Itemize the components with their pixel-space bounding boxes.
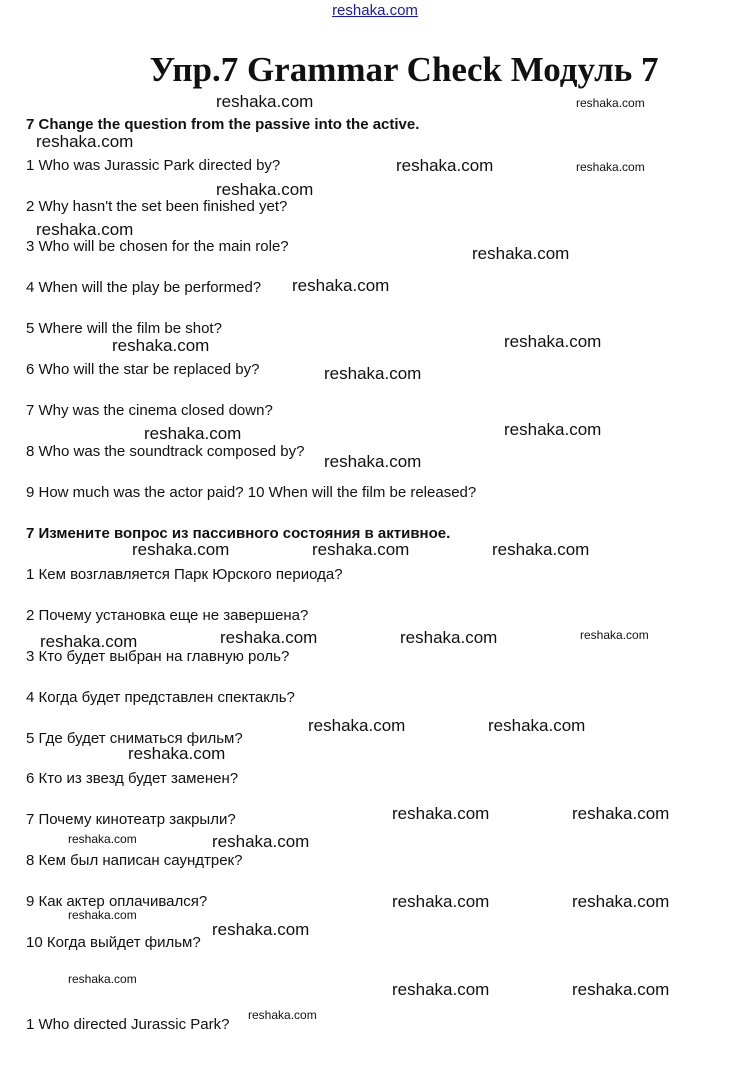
watermark: reshaka.com	[68, 972, 137, 986]
watermark: reshaka.com	[572, 892, 670, 911]
russian-question-5: 5 Где будет сниматься фильм?	[26, 730, 243, 747]
watermark: reshaka.com	[576, 96, 645, 110]
watermark: reshaka.com	[144, 424, 242, 443]
russian-question-4: 4 Когда будет представлен спектакль?	[26, 689, 295, 706]
watermark: reshaka.com	[36, 220, 134, 239]
watermark: reshaka.com	[396, 156, 494, 175]
watermark: reshaka.com	[312, 540, 410, 559]
watermark: reshaka.com	[112, 336, 210, 355]
watermark: reshaka.com	[392, 892, 490, 911]
russian-question-7: 7 Почему кинотеатр закрыли?	[26, 811, 236, 828]
english-question-8: 8 Who was the soundtrack composed by?	[26, 443, 305, 460]
page-title: Упр.7 Grammar Check Модуль 7	[149, 50, 659, 89]
watermark: reshaka.com	[40, 632, 138, 651]
watermark: reshaka.com	[132, 540, 230, 559]
watermark: reshaka.com	[400, 628, 498, 647]
answer-line: 1 Who directed Jurassic Park?	[26, 1016, 230, 1033]
watermark: reshaka.com	[392, 980, 490, 999]
watermark: reshaka.com	[324, 452, 422, 471]
watermark: reshaka.com	[216, 180, 314, 199]
english-question-6: 6 Who will the star be replaced by?	[26, 361, 260, 378]
watermark: reshaka.com	[68, 832, 137, 846]
english-question-7: 7 Why was the cinema closed down?	[26, 402, 273, 419]
russian-question-8: 8 Кем был написан саундтрек?	[26, 852, 243, 869]
russian-question-10: 10 Когда выйдет фильм?	[26, 934, 201, 951]
russian-question-9: 9 Как актер оплачивался?	[26, 893, 208, 910]
watermark: reshaka.com	[128, 744, 226, 763]
english-question-1: 1 Who was Jurassic Park directed by?	[26, 157, 281, 174]
watermark: reshaka.com	[504, 332, 602, 351]
russian-question-3: 3 Кто будет выбран на главную роль?	[26, 648, 290, 665]
watermark: reshaka.com	[488, 716, 586, 735]
russian-question-1: 1 Кем возглавляется Парк Юрского периода?	[26, 566, 343, 583]
watermark: reshaka.com	[492, 540, 590, 559]
english-question-4: 4 When will the play be performed?	[26, 279, 262, 296]
english-heading: 7 Change the question from the passive into the active.	[26, 116, 420, 133]
source-link[interactable]: reshaka.com	[332, 2, 418, 19]
watermark: reshaka.com	[308, 716, 406, 735]
english-question-2: 2 Why hasn't the set been finished yet?	[26, 198, 288, 215]
russian-question-6: 6 Кто из звезд будет заменен?	[26, 770, 239, 787]
russian-heading: 7 Измените вопрос из пассивного состояния в активное.	[26, 525, 451, 542]
watermark: reshaka.com	[504, 420, 602, 439]
watermark: reshaka.com	[472, 244, 570, 263]
watermark: reshaka.com	[324, 364, 422, 383]
watermark: reshaka.com	[216, 92, 314, 111]
english-question-5: 5 Where will the film be shot?	[26, 320, 222, 337]
watermark: reshaka.com	[580, 628, 649, 642]
watermark: reshaka.com	[572, 804, 670, 823]
watermark: reshaka.com	[220, 628, 318, 647]
watermark: reshaka.com	[576, 160, 645, 174]
watermark: reshaka.com	[292, 276, 390, 295]
russian-question-2: 2 Почему установка еще не завершена?	[26, 607, 309, 624]
watermark: reshaka.com	[572, 980, 670, 999]
watermark: reshaka.com	[68, 908, 137, 922]
watermark: reshaka.com	[212, 832, 310, 851]
watermark: reshaka.com	[212, 920, 310, 939]
watermark: reshaka.com	[392, 804, 490, 823]
english-question-9-10: 9 How much was the actor paid? 10 When will the film be released?	[26, 484, 477, 501]
watermark: reshaka.com	[36, 132, 134, 151]
watermark: reshaka.com	[248, 1008, 317, 1022]
english-question-3: 3 Who will be chosen for the main role?	[26, 238, 289, 255]
